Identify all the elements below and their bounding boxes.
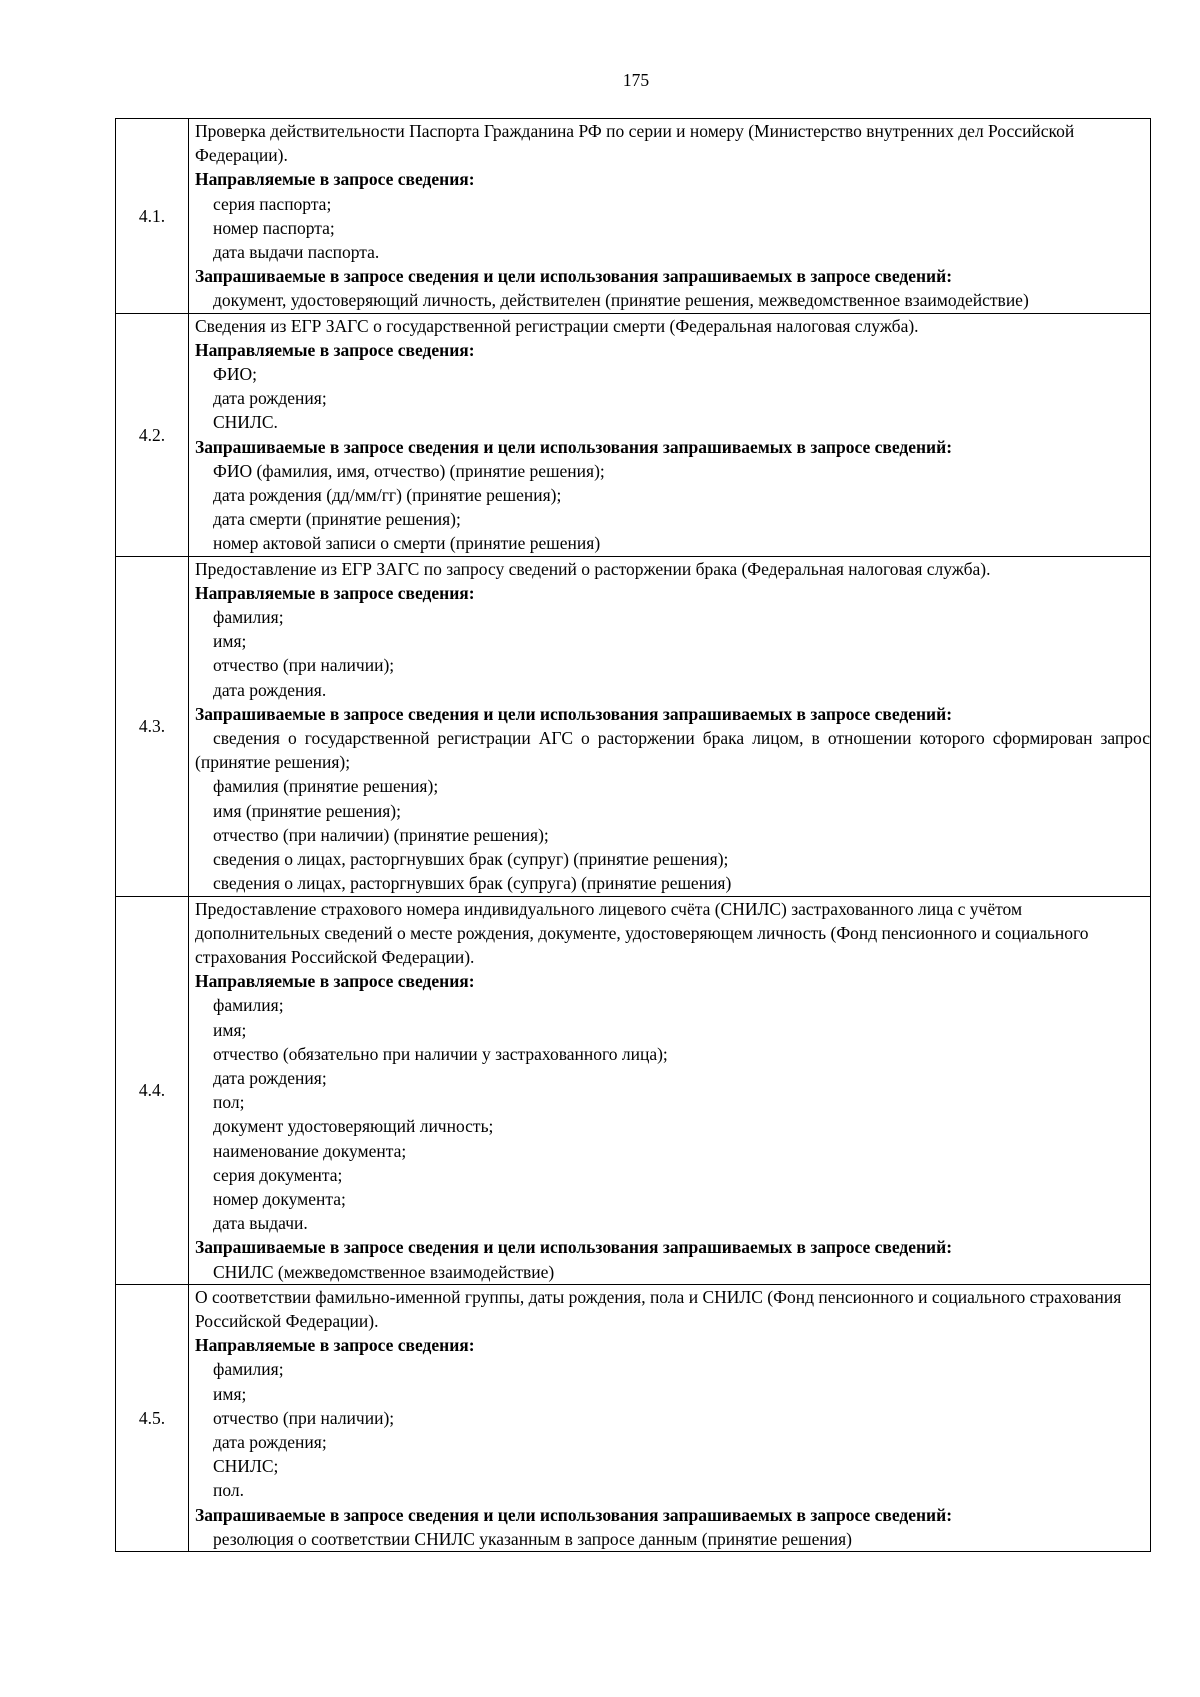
sent-item: имя;	[213, 1019, 247, 1040]
sent-item: номер паспорта;	[213, 217, 335, 238]
table-row	[116, 1284, 1151, 1551]
sent-item: имя;	[213, 631, 247, 652]
sent-item: фамилия;	[213, 607, 284, 628]
sent-heading: Направляемые в запросе сведения:	[195, 1335, 475, 1356]
row-title: Предоставление из ЕГР ЗАГС по запросу сведений о расторжении брака (Федеральная налоговая служба).	[195, 558, 991, 579]
row-number: 4.1.	[116, 119, 189, 314]
requested-item: дата смерти (принятие решения);	[213, 509, 461, 530]
sent-heading: Направляемые в запросе сведения:	[195, 169, 475, 190]
row-number: 4.4.	[116, 896, 189, 1284]
row-content	[189, 896, 1151, 1284]
row-number: 4.2.	[116, 313, 189, 556]
requested-item: сведения о лицах, расторгнувших брак (супруг) (принятие решения);	[213, 849, 729, 870]
row-content	[189, 556, 1151, 896]
row-content-wrapper	[195, 1285, 1150, 1551]
sent-heading: Направляемые в запросе сведения:	[195, 582, 475, 603]
sent-item: имя;	[213, 1383, 247, 1404]
sent-item: дата выдачи паспорта.	[213, 242, 380, 263]
sent-item: фамилия;	[213, 995, 284, 1016]
sent-item: фамилия;	[213, 1359, 284, 1380]
sent-item: наименование документа;	[213, 1140, 407, 1161]
row-content	[189, 1284, 1151, 1551]
requested-item: резолюция о соответствии СНИЛС указанным в запросе данным (принятие решения)	[213, 1528, 853, 1549]
requested-item: имя (принятие решения);	[213, 800, 401, 821]
requested-heading: Запрашиваемые в запросе сведения и цели использования запрашиваемых в запросе сведений:	[195, 436, 953, 457]
sent-item: дата рождения;	[213, 388, 327, 409]
requested-heading: Запрашиваемые в запросе сведения и цели использования запрашиваемых в запросе сведений:	[195, 1237, 953, 1258]
requested-heading: Запрашиваемые в запросе сведения и цели использования запрашиваемых в запросе сведений:	[195, 703, 953, 724]
requested-item: номер актовой записи о смерти (принятие решения)	[213, 533, 601, 554]
row-number: 4.3.	[116, 556, 189, 896]
sent-item: пол;	[213, 1092, 245, 1113]
requested-item: ФИО (фамилия, имя, отчество) (принятие решения);	[213, 460, 605, 481]
row-content-wrapper	[195, 314, 1150, 556]
sent-item: документ удостоверяющий личность;	[213, 1116, 494, 1137]
row-title: Сведения из ЕГР ЗАГС о государственной регистрации смерти (Федеральная налоговая служба).	[195, 315, 919, 336]
sent-item: дата рождения.	[213, 679, 327, 700]
sent-item: дата выдачи.	[213, 1213, 308, 1234]
row-title: Предоставление страхового номера индивидуального лицевого счёта (СНИЛС) застрахованного лица с учётом дополнительных сведений о месте рождения, документе, удостоверяющем личность (Фонд пенсионного и социального страхования Российской Федерации).	[195, 898, 1089, 967]
sent-item: серия паспорта;	[213, 193, 332, 214]
row-number: 4.5.	[116, 1284, 189, 1551]
requested-item: документ, удостоверяющий личность, действителен (принятие решения, межведомственное взаимодействие)	[213, 290, 1029, 311]
page-number: 175	[622, 70, 650, 90]
sent-item: отчество (обязательно при наличии у застрахованного лица);	[213, 1043, 668, 1064]
row-title: О соответствии фамильно-именной группы, даты рождения, пола и СНИЛС (Фонд пенсионного и социального страхования Российской Федерации).	[195, 1286, 1122, 1331]
sent-heading: Направляемые в запросе сведения:	[195, 971, 475, 992]
requests-table	[115, 118, 1151, 1552]
requested-item: отчество (при наличии) (принятие решения);	[213, 824, 549, 845]
table-row	[116, 313, 1151, 556]
table-body	[116, 119, 1151, 1552]
table-row	[116, 119, 1151, 314]
sent-item: дата рождения;	[213, 1067, 327, 1088]
row-content-wrapper	[195, 119, 1150, 313]
table-row	[116, 556, 1151, 896]
requested-item: сведения о лицах, расторгнувших брак (супруга) (принятие решения)	[213, 873, 732, 894]
sent-item: серия документа;	[213, 1164, 343, 1185]
sent-heading: Направляемые в запросе сведения:	[195, 339, 475, 360]
requested-heading: Запрашиваемые в запросе сведения и цели использования запрашиваемых в запросе сведений:	[195, 1504, 953, 1525]
sent-item: СНИЛС.	[213, 412, 278, 433]
sent-item: дата рождения;	[213, 1431, 327, 1452]
sent-item: номер документа;	[213, 1188, 346, 1209]
row-content-wrapper	[195, 897, 1150, 1284]
table-row	[116, 896, 1151, 1284]
requested-item: фамилия (принятие решения);	[213, 776, 439, 797]
sent-item: отчество (при наличии);	[213, 655, 395, 676]
row-title: Проверка действительности Паспорта Гражданина РФ по серии и номеру (Министерство внутренних дел Российской Федерации).	[195, 121, 1075, 166]
requested-item: СНИЛС (межведомственное взаимодействие)	[213, 1261, 555, 1282]
sent-item: ФИО;	[213, 364, 257, 385]
requested-item: сведения о государственной регистрации АГС о расторжении брака лицом, в отношении которого сформирован запрос (принятие решения);	[195, 728, 1150, 773]
row-content	[189, 119, 1151, 314]
sent-item: СНИЛС;	[213, 1456, 279, 1477]
sent-item: пол.	[213, 1480, 244, 1501]
sent-item: отчество (при наличии);	[213, 1407, 395, 1428]
row-content-wrapper	[195, 557, 1150, 896]
requested-item: дата рождения (дд/мм/гг) (принятие решения);	[213, 485, 562, 506]
row-content	[189, 313, 1151, 556]
requested-heading: Запрашиваемые в запросе сведения и цели использования запрашиваемых в запросе сведений:	[195, 266, 953, 287]
